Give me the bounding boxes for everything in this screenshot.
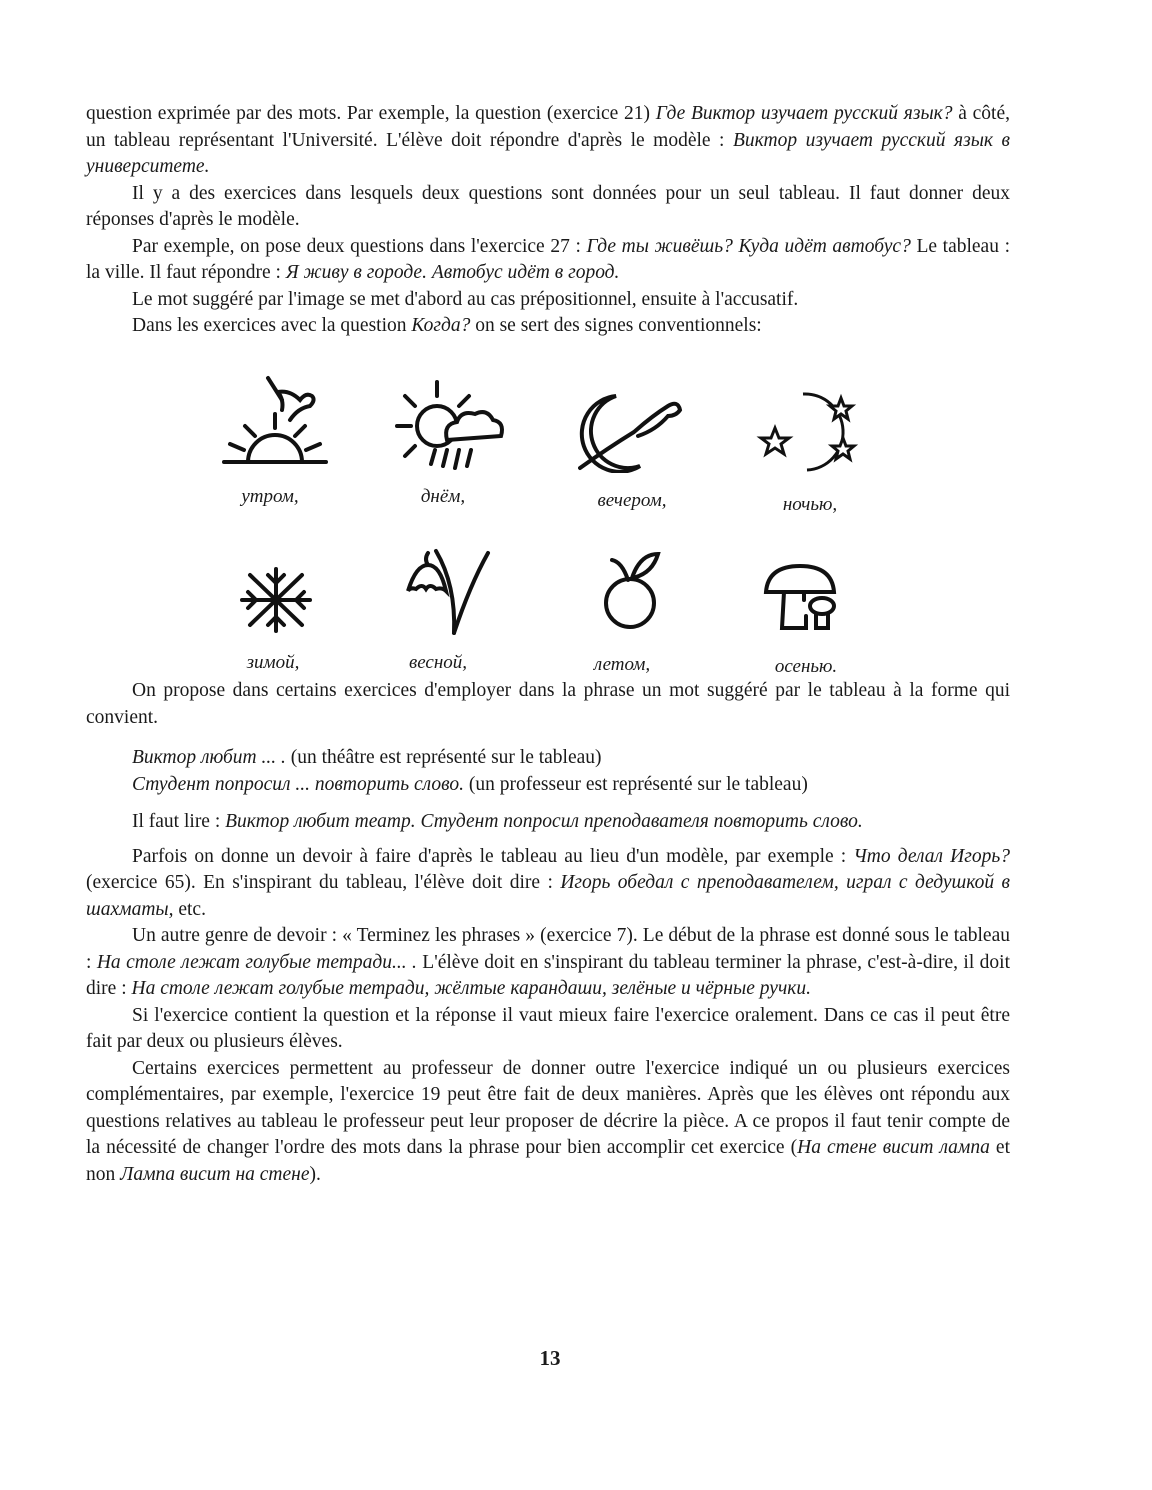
bottom-text-block	[86, 809, 1010, 1188]
caption-winter: зимой,	[246, 652, 300, 673]
paragraph-6: On propose dans certains exercices d'employer dans la phrase un mot suggéré par le tableau à la forme qui convient.	[86, 680, 1010, 728]
paragraph-2: Il y a des exercices dans lesquels deux questions sont données pour un seul tableau. Il faut donner deux réponses d'après le modèle.	[86, 182, 1010, 230]
caption-morning: утром,	[241, 486, 299, 507]
paragraph-5: Dans les exercices avec la question Когда? on se sert des signes conventionnels:	[132, 315, 762, 336]
example-2: Студент попросил ... повторить слово. (un professeur est représenté sur le tableau)	[132, 774, 808, 795]
caption-night: ночью,	[782, 494, 838, 515]
paragraph-7: Il faut lire : Виктор любит театр. Студент попросил преподавателя повторить слово.	[132, 811, 863, 832]
paragraph-11: Certains exercices permettent au professeur de donner outre l'exercice indiqué un ou plusieurs exercices complémentaires, par exemple, l'exercice 19 peut être fait de deux manières. Après que les élèves ont répondu aux questions relatives au tableau le professeur peut leur proposer de décrire la pièce. A ce propos il faut tenir compte de la nécessité de changer l'ordre des mots dans la phrase pour bien accomplir cet exercice (На стене висит лампа et non Лампа висит на стене).	[86, 1057, 1010, 1185]
moon-stars-icon	[755, 388, 860, 476]
sun-cloud-rain-icon	[395, 378, 510, 473]
page-number: 13	[539, 1346, 561, 1370]
sunrise-bird-icon	[220, 370, 330, 470]
caption-day: днём,	[420, 486, 466, 507]
caption-evening: вечером,	[597, 490, 667, 511]
caption-autumn: осенью.	[774, 656, 838, 677]
paragraph-1: question exprimée par des mots. Par exemple, la question (exercice 21) Где Виктор изучает русский язык? à côté, un tableau représentant l'Université. L'élève doit répondre d'après le modèle : Виктор изучает русский язык в университете.	[86, 103, 1010, 177]
paragraph-4: Le mot suggéré par l'image se met d'abord au cas prépositionnel, ensuite à l'accusatif.	[132, 288, 799, 310]
apple-icon	[596, 548, 666, 630]
mushroom-icon	[760, 560, 840, 635]
middle-text-block	[86, 678, 1010, 731]
caption-summer: летом,	[593, 654, 651, 675]
example-block	[132, 744, 1012, 798]
caption-spring: весной,	[408, 652, 468, 673]
paragraph-10: Si l'exercice contient la question et la réponse il vaut mieux faire l'exercice oralement. Dans ce cas il peut être fait par deux ou plusieurs élèves.	[86, 1004, 1010, 1052]
top-text-block	[86, 101, 1010, 340]
example-1: Виктор любит ... . (un théâtre est représenté sur le tableau)	[132, 747, 602, 768]
bellflower-icon	[400, 545, 495, 640]
paragraph-3: Par exemple, on pose deux questions dans l'exercice 27 : Где ты живёшь? Куда идёт автобус? Le tableau : la ville. Il faut répondre : Я живу в городе. Автобус идёт в город.	[86, 235, 1010, 283]
paragraph-9: Un autre genre de devoir : « Terminez les phrases » (exercice 7). Le début de la phrase est donné sous le tableau : На столе лежат голубые тетради... . L'élève doit en s'inspirant du tableau terminer la phrase, c'est-à-dire, il doit dire : На столе лежат голубые тетради, жёлтые карандаши, зелёные и чёрные ручки.	[86, 925, 1011, 999]
snowflake-icon	[236, 565, 316, 635]
crescent-bird-icon	[578, 388, 688, 473]
paragraph-8: Parfois on donne un devoir à faire d'après le tableau au lieu d'un modèle, par exemple : Что делал Игорь? (exercice 65). En s'inspirant du tableau, l'élève doit dire : Игорь обедал с преподавателем, играл с дедушкой в шахматы, etc.	[86, 845, 1010, 920]
